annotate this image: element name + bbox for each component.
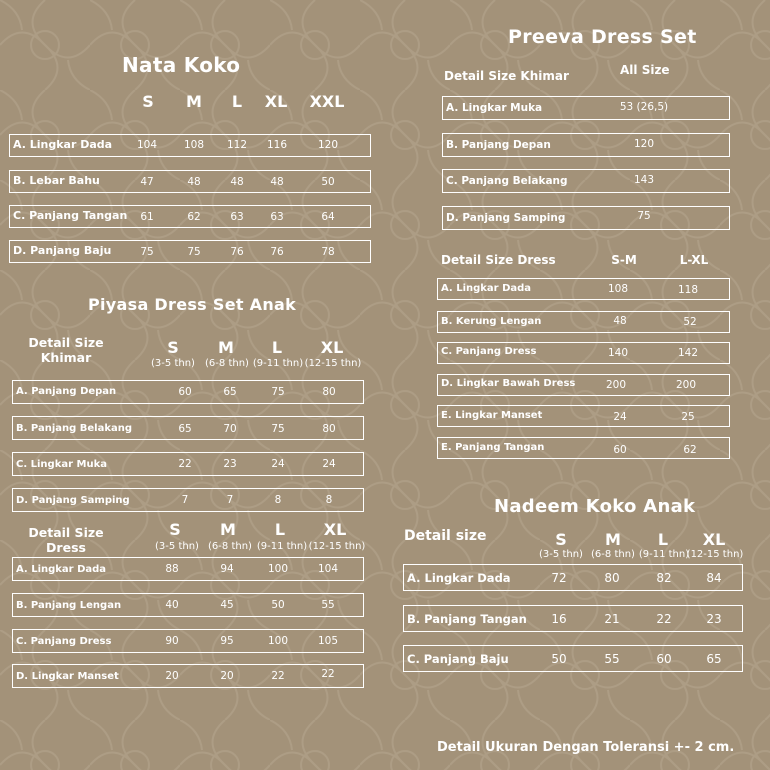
piyasa-d-age: (9-11 thn) <box>256 541 308 552</box>
piyasa-row-label: C. Lingkar Muka <box>16 459 107 470</box>
piyasa-value: 65 <box>178 423 192 435</box>
preeva-value: 48 <box>613 315 627 327</box>
piyasa-k-age: (6-8 thn) <box>205 358 249 369</box>
nata-value: 63 <box>270 211 284 223</box>
nadeem-value: 23 <box>706 612 722 626</box>
piyasa-value: 100 <box>267 563 289 575</box>
nadeem-age: (3-5 thn) <box>539 549 583 560</box>
nata-value: 47 <box>140 176 154 188</box>
nata-value: 104 <box>136 139 158 151</box>
piyasa-value: 22 <box>178 458 192 470</box>
piyasa-value: 20 <box>165 670 179 682</box>
piyasa-k-size-m: M <box>218 338 234 357</box>
piyasa-d-size-l: L <box>274 520 286 539</box>
preeva-row-label: C. Panjang Dress <box>441 346 537 357</box>
preeva-row-label: B. Panjang Depan <box>446 139 551 151</box>
piyasa-value: 100 <box>267 635 289 647</box>
piyasa-value: 80 <box>322 386 336 398</box>
nata-value: 120 <box>317 139 339 151</box>
nata-value: 64 <box>321 211 335 223</box>
nadeem-age: (9-11 thn) <box>638 549 690 560</box>
nadeem-value: 65 <box>706 652 722 666</box>
nata-value: 112 <box>226 139 248 151</box>
preeva-size-sm: S-M <box>611 253 637 267</box>
piyasa-row-label: A. Lingkar Dada <box>16 564 107 575</box>
piyasa-d-age: (12-15 thn) <box>308 541 366 552</box>
nata-value: 48 <box>187 176 201 188</box>
nata-size-l: L <box>231 92 243 111</box>
preeva-row-label: D. Panjang Samping <box>446 212 566 224</box>
nadeem-age: (6-8 thn) <box>591 549 635 560</box>
preeva-value: 75 <box>637 210 651 222</box>
nata-value: 75 <box>187 246 201 258</box>
piyasa-d-size-xl: XL <box>323 520 347 539</box>
piyasa-k-age: (12-15 thn) <box>304 358 362 369</box>
nata-value: 75 <box>140 246 154 258</box>
preeva-row-label: E. Panjang Tangan <box>441 442 545 453</box>
piyasa-value: 105 <box>317 635 339 647</box>
nata-size-m: M <box>186 92 202 111</box>
nata-value: 78 <box>321 246 335 258</box>
nata-row-label: D. Panjang Baju <box>13 244 112 257</box>
preeva-row-label: E. Lingkar Manset <box>441 410 543 421</box>
preeva-value: 118 <box>677 284 699 296</box>
nata-value: 108 <box>183 139 205 151</box>
nadeem-value: 82 <box>656 571 672 585</box>
preeva-value: 120 <box>633 138 655 150</box>
preeva-value: 60 <box>613 444 627 456</box>
piyasa-k-age: (3-5 thn) <box>151 358 195 369</box>
piyasa-k-age: (9-11 thn) <box>252 358 304 369</box>
piyasa-value: 90 <box>165 635 179 647</box>
preeva-title: Preeva Dress Set <box>508 26 697 48</box>
nadeem-size-m: M <box>605 530 621 549</box>
nadeem-value: 50 <box>551 652 567 666</box>
nata-size-s: S <box>142 92 154 111</box>
piyasa-value: 24 <box>271 458 285 470</box>
preeva-value: 108 <box>607 283 629 295</box>
piyasa-value: 22 <box>271 670 285 682</box>
piyasa-d-size-m: M <box>220 520 236 539</box>
preeva-dress-label: Detail Size Dress <box>441 253 556 267</box>
piyasa-value: 20 <box>220 670 234 682</box>
preeva-value: 52 <box>683 316 697 328</box>
piyasa-value: 40 <box>165 599 179 611</box>
nata-value: 76 <box>230 246 244 258</box>
preeva-value: 143 <box>633 174 655 186</box>
nadeem-row-label: A. Lingkar Dada <box>407 571 511 585</box>
nadeem-size-s: S <box>555 530 567 549</box>
piyasa-value: 24 <box>322 458 336 470</box>
nata-value: 61 <box>140 211 154 223</box>
preeva-value: 25 <box>681 411 695 423</box>
nata-value: 48 <box>270 176 284 188</box>
piyasa-value: 55 <box>321 599 335 611</box>
preeva-value: 142 <box>677 347 699 359</box>
tolerance-note: Detail Ukuran Dengan Toleransi +- 2 cm. <box>437 740 735 755</box>
piyasa-row-label: B. Panjang Belakang <box>16 423 133 434</box>
nadeem-value: 55 <box>604 652 620 666</box>
nadeem-title: Nadeem Koko Anak <box>494 496 696 517</box>
preeva-row-label: D. Lingkar Bawah Dress <box>441 378 576 389</box>
piyasa-row-label: A. Panjang Depan <box>16 386 117 397</box>
piyasa-value: 65 <box>223 386 237 398</box>
piyasa-value: 50 <box>271 599 285 611</box>
nata-row-label: C. Panjang Tangan <box>13 209 128 222</box>
piyasa-value: 70 <box>223 423 237 435</box>
preeva-value: 62 <box>683 444 697 456</box>
piyasa-value: 45 <box>220 599 234 611</box>
preeva-value: 24 <box>613 411 627 423</box>
preeva-row-label: B. Kerung Lengan <box>441 316 542 327</box>
preeva-all-size: All Size <box>620 63 670 77</box>
piyasa-value: 95 <box>220 635 234 647</box>
piyasa-k-size-s: S <box>167 338 179 357</box>
nadeem-value: 16 <box>551 612 567 626</box>
piyasa-value: 88 <box>165 563 179 575</box>
nata-size-xxl: XXL <box>309 92 345 111</box>
piyasa-value: 8 <box>325 494 333 506</box>
piyasa-value: 23 <box>223 458 237 470</box>
nadeem-value: 80 <box>604 571 620 585</box>
preeva-value: 200 <box>675 379 697 391</box>
nata-value: 50 <box>321 176 335 188</box>
piyasa-k-size-xl: XL <box>320 338 344 357</box>
piyasa-d-age: (6-8 thn) <box>208 541 252 552</box>
nadeem-size-l: L <box>657 530 669 549</box>
nadeem-value: 22 <box>656 612 672 626</box>
piyasa-value: 104 <box>317 563 339 575</box>
piyasa-value: 22 <box>321 668 335 680</box>
preeva-value: 140 <box>607 347 629 359</box>
preeva-khimar-label: Detail Size Khimar <box>444 69 569 83</box>
piyasa-value: 75 <box>271 386 285 398</box>
preeva-size-lxl: L-XL <box>679 253 709 267</box>
preeva-row-label: C. Panjang Belakang <box>446 175 568 187</box>
nata-row-label: A. Lingkar Dada <box>13 138 113 151</box>
piyasa-value: 7 <box>226 494 234 506</box>
nadeem-value: 72 <box>551 571 567 585</box>
piyasa-value: 60 <box>178 386 192 398</box>
piyasa-value: 8 <box>274 494 282 506</box>
preeva-value: 200 <box>605 379 627 391</box>
piyasa-k-size-l: L <box>271 338 283 357</box>
nata-koko-title: Nata Koko <box>122 53 241 77</box>
piyasa-value: 94 <box>220 563 234 575</box>
nadeem-age: (12-15 thn) <box>686 549 744 560</box>
nata-value: 116 <box>266 139 288 151</box>
piyasa-dress-label: Detail Size Dress <box>28 525 104 555</box>
nadeem-size-xl: XL <box>702 530 726 549</box>
nata-size-xl: XL <box>264 92 288 111</box>
nadeem-value: 84 <box>706 571 722 585</box>
nata-value: 76 <box>270 246 284 258</box>
nadeem-row-label: B. Panjang Tangan <box>407 612 527 626</box>
piyasa-row-label: D. Panjang Samping <box>16 495 130 506</box>
preeva-row-label: A. Lingkar Dada <box>441 283 532 294</box>
nadeem-value: 60 <box>656 652 672 666</box>
piyasa-value: 80 <box>322 423 336 435</box>
preeva-value: 53 (26,5) <box>619 101 669 113</box>
piyasa-d-size-s: S <box>169 520 181 539</box>
piyasa-value: 75 <box>271 423 285 435</box>
piyasa-value: 7 <box>181 494 189 506</box>
nata-value: 63 <box>230 211 244 223</box>
nadeem-detail-label: Detail size <box>404 528 487 544</box>
nata-row-label: B. Lebar Bahu <box>13 174 100 187</box>
piyasa-row-label: C. Panjang Dress <box>16 636 112 647</box>
piyasa-title: Piyasa Dress Set Anak <box>88 295 297 314</box>
piyasa-khimar-label: Detail Size Khimar <box>28 335 104 365</box>
piyasa-row-label: B. Panjang Lengan <box>16 600 122 611</box>
nadeem-row-label: C. Panjang Baju <box>407 652 509 666</box>
piyasa-row-label: D. Lingkar Manset <box>16 671 119 682</box>
nadeem-value: 21 <box>604 612 620 626</box>
piyasa-d-age: (3-5 thn) <box>155 541 199 552</box>
nata-value: 48 <box>230 176 244 188</box>
nata-value: 62 <box>187 211 201 223</box>
preeva-row-label: A. Lingkar Muka <box>446 102 543 114</box>
